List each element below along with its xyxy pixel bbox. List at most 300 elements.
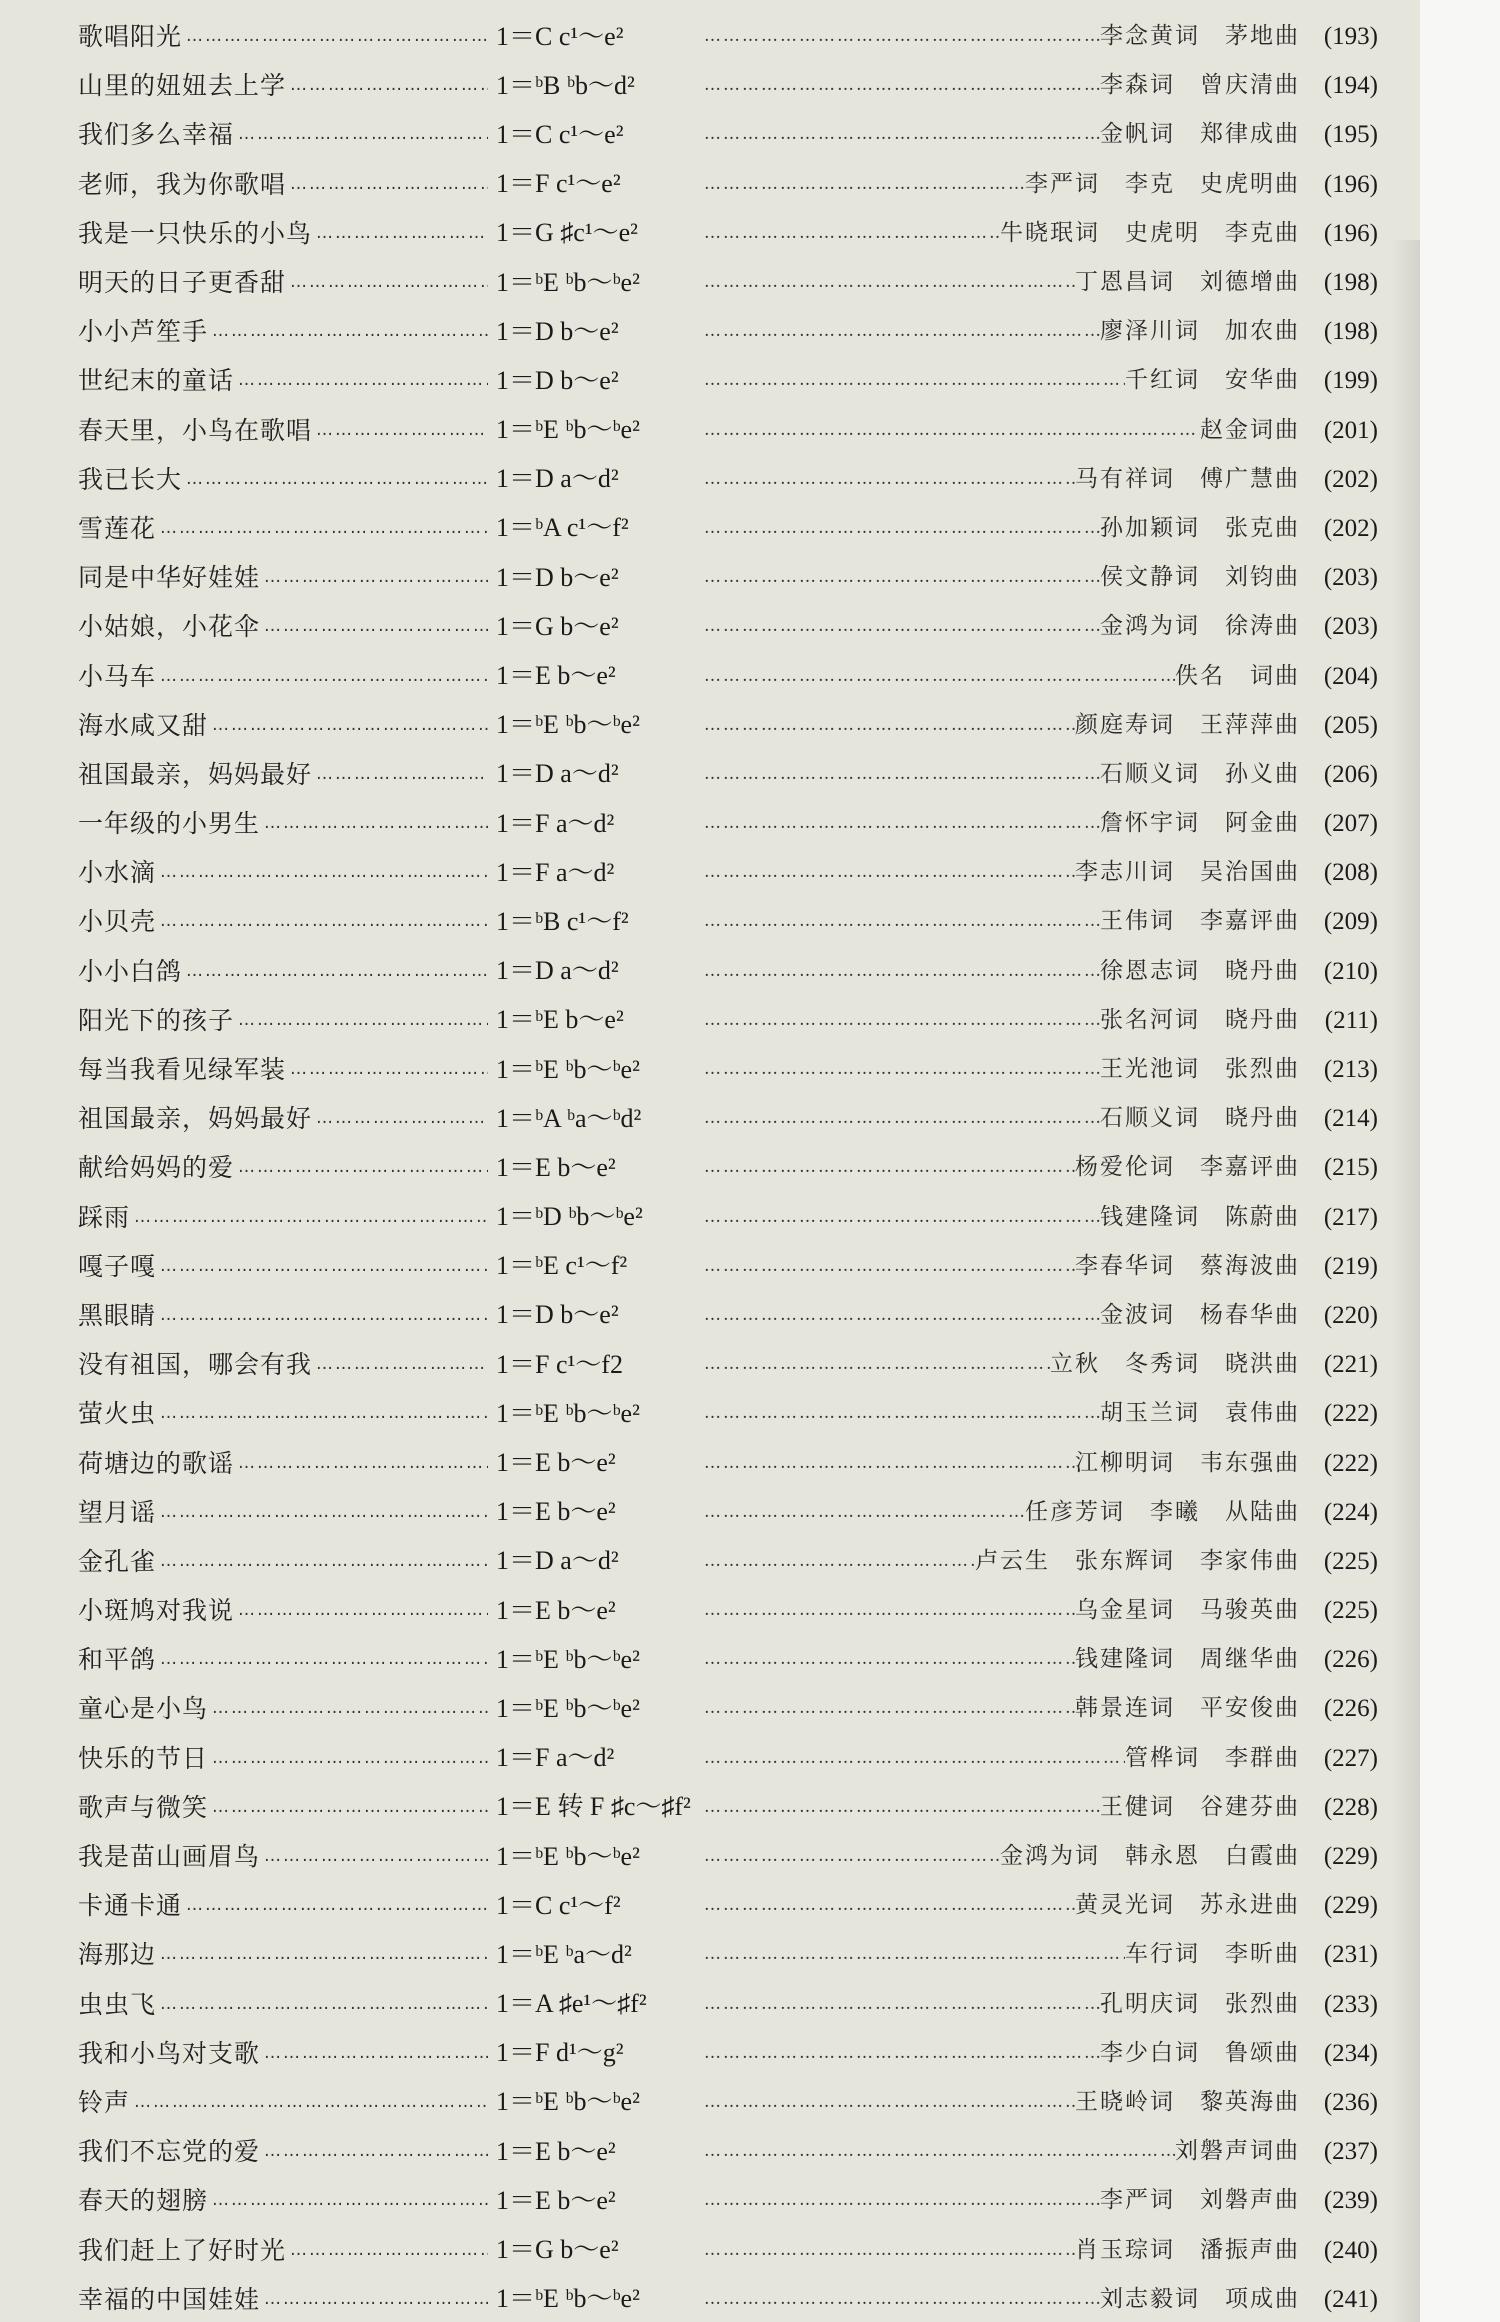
- key-signature: 1＝D a～d²: [496, 1546, 619, 1576]
- leader-dots: [316, 1110, 488, 1127]
- credits: 胡玉兰词 袁伟曲: [1100, 1400, 1300, 1427]
- credits-cell: [698, 1057, 1378, 1082]
- toc-entry[interactable]: [78, 1094, 1378, 1143]
- key-signature: 1＝E b～e²: [496, 1448, 616, 1478]
- leader-dots: [186, 471, 488, 488]
- leader-dots: [316, 766, 488, 783]
- page-number: (193): [1323, 23, 1378, 51]
- toc-entry[interactable]: [78, 750, 1378, 799]
- credits-cell: [698, 319, 1378, 344]
- credits-cell: [698, 1352, 1378, 1377]
- toc-entry[interactable]: [78, 602, 1378, 651]
- page-number: (196): [1323, 170, 1378, 198]
- toc-entry[interactable]: [78, 1734, 1378, 1783]
- leader-dots: [264, 2291, 488, 2308]
- credits-cell: [698, 1992, 1378, 2017]
- toc-entry[interactable]: [78, 61, 1378, 110]
- toc-entry[interactable]: [78, 110, 1378, 159]
- song-title-cell: [78, 1055, 488, 1085]
- leader-dots: [238, 1602, 488, 1619]
- credits: 车行词 李昕曲: [1125, 1941, 1300, 1968]
- credits: 王健词 谷建芬曲: [1100, 1793, 1300, 1820]
- leader-dots: [134, 1209, 488, 1226]
- leader-dots: [698, 864, 1075, 881]
- toc-entry[interactable]: [78, 1684, 1378, 1733]
- song-title-cell: [78, 22, 488, 52]
- toc-entry[interactable]: [78, 1193, 1378, 1242]
- leader-dots: [698, 1700, 1075, 1717]
- song-title: 黑眼睛: [78, 1300, 157, 1330]
- song-title-cell: [78, 120, 488, 150]
- credits-cell: [698, 1942, 1378, 1967]
- page-number: (207): [1323, 810, 1378, 838]
- credits: 黄灵光词 苏永进曲: [1075, 1892, 1300, 1919]
- key-signature: 1＝ᵇE c¹～f²: [496, 1251, 628, 1281]
- key-signature: 1＝ᵇE ᵇb～ᵇe²: [496, 2284, 640, 2314]
- song-title-cell: [78, 513, 488, 543]
- page-number: (199): [1323, 367, 1378, 395]
- toc-entry[interactable]: [78, 1586, 1378, 1635]
- credits: 金帆词 郑律成曲: [1100, 121, 1300, 148]
- song-title-cell: [78, 464, 488, 494]
- toc-entry[interactable]: [78, 2275, 1378, 2322]
- leader-dots: [698, 1455, 1075, 1472]
- song-title-cell: [78, 2087, 488, 2117]
- toc-entry[interactable]: [78, 2029, 1378, 2078]
- toc-entry[interactable]: [78, 2078, 1378, 2127]
- credits-cell: [698, 1401, 1378, 1426]
- page-number: (208): [1323, 859, 1378, 887]
- credits: 牛晓珉词 史虎明 李克曲: [1000, 219, 1300, 246]
- toc-entry[interactable]: [78, 1980, 1378, 2029]
- song-title: 阳光下的孩子: [78, 1005, 235, 1035]
- toc-entry[interactable]: [78, 1143, 1378, 1192]
- leader-dots: [160, 1504, 488, 1521]
- song-title: 我们赶上了好时光: [78, 2235, 287, 2265]
- leader-dots: [238, 1012, 488, 1029]
- leader-dots: [698, 668, 1175, 685]
- leader-dots: [698, 1012, 1100, 1029]
- leader-dots: [698, 963, 1100, 980]
- leader-dots: [186, 28, 488, 45]
- credits-cell: [698, 1500, 1378, 1525]
- credits-cell: [698, 1696, 1378, 1721]
- page-number: (222): [1323, 1400, 1378, 1428]
- credits-cell: [698, 909, 1378, 934]
- credits: 马有祥词 傅广慧曲: [1075, 465, 1300, 492]
- credits-cell: [698, 1647, 1378, 1672]
- page-number: (201): [1323, 416, 1378, 444]
- credits: 杨爱伦词 李嘉评曲: [1075, 1154, 1300, 1181]
- credits-cell: [698, 1451, 1378, 1476]
- leader-dots: [160, 1946, 488, 1963]
- credits-cell: [698, 1746, 1378, 1771]
- credits: 李森词 曾庆清曲: [1100, 72, 1300, 99]
- leader-dots: [698, 1996, 1100, 2013]
- song-title: 小马车: [78, 661, 157, 691]
- song-title-cell: [78, 907, 488, 937]
- credits-cell: [698, 368, 1378, 393]
- page-number: (233): [1323, 1990, 1378, 2018]
- page-number: (195): [1323, 121, 1378, 149]
- page-number: (225): [1323, 1597, 1378, 1625]
- credits: 管桦词 李群曲: [1125, 1744, 1300, 1771]
- credits: 金波词 杨春华曲: [1100, 1301, 1300, 1328]
- credits: 肖玉琮词 潘振声曲: [1075, 2236, 1300, 2263]
- song-title-cell: [78, 1153, 488, 1183]
- page-number: (198): [1323, 318, 1378, 346]
- page-number: (215): [1323, 1154, 1378, 1182]
- key-signature: 1＝E b～e²: [496, 1152, 616, 1182]
- credits-cell: [698, 221, 1378, 246]
- leader-dots: [264, 2143, 488, 2160]
- page-number: (209): [1323, 908, 1378, 936]
- song-title-cell: [78, 2284, 488, 2314]
- key-signature: 1＝ᵇE ᵇb～ᵇe²: [496, 2087, 640, 2117]
- credits: 王晓岭词 黎英海曲: [1075, 2088, 1300, 2115]
- page-number: (205): [1323, 711, 1378, 739]
- leader-dots: [160, 1307, 488, 1324]
- credits-cell: [698, 1598, 1378, 1623]
- song-title-cell: [78, 2235, 488, 2265]
- song-title: 海那边: [78, 1940, 157, 1970]
- leader-dots: [698, 717, 1075, 734]
- song-title-cell: [78, 1202, 488, 1232]
- page-number: (241): [1323, 2285, 1378, 2313]
- song-title: 世纪末的童话: [78, 366, 235, 396]
- page-number: (227): [1323, 1744, 1378, 1772]
- song-title: 金孔雀: [78, 1546, 157, 1576]
- toc-entry[interactable]: [78, 406, 1378, 455]
- toc-entry[interactable]: [78, 2127, 1378, 2176]
- leader-dots: [698, 1159, 1075, 1176]
- toc-entry[interactable]: [78, 848, 1378, 897]
- leader-dots: [290, 1061, 488, 1078]
- toc-entry[interactable]: [78, 209, 1378, 258]
- credits: 李严词 刘磐声曲: [1100, 2187, 1300, 2214]
- leader-dots: [290, 2242, 488, 2259]
- leader-dots: [264, 569, 488, 586]
- leader-dots: [212, 2192, 488, 2209]
- leader-dots: [698, 2192, 1100, 2209]
- credits-cell: [698, 516, 1378, 541]
- toc-entry[interactable]: [78, 897, 1378, 946]
- credits-cell: [698, 418, 1378, 443]
- key-signature: 1＝E b～e²: [496, 661, 616, 691]
- key-signature: 1＝C c¹～e²: [496, 119, 624, 149]
- song-title: 和平鸽: [78, 1645, 157, 1675]
- credits: 金鸿为词 韩永恩 白霞曲: [1000, 1843, 1300, 1870]
- song-title: 荷塘边的歌谣: [78, 1448, 235, 1478]
- credits-cell: [698, 122, 1378, 147]
- toc-entry[interactable]: [78, 1488, 1378, 1537]
- song-title-cell: [78, 1251, 488, 1281]
- leader-dots: [212, 1799, 488, 1816]
- credits: 王光池词 张烈曲: [1100, 1056, 1300, 1083]
- credits-cell: [698, 2188, 1378, 2213]
- song-title: 没有祖国，哪会有我: [78, 1350, 313, 1380]
- leader-dots: [698, 2094, 1075, 2111]
- credits-cell: [698, 1008, 1378, 1033]
- credits: 廖泽川词 加农曲: [1100, 318, 1300, 345]
- toc-entry[interactable]: [78, 12, 1378, 61]
- credits: 石顺义词 孙义曲: [1100, 760, 1300, 787]
- credits-cell: [698, 2041, 1378, 2066]
- toc-entry[interactable]: [78, 356, 1378, 405]
- song-title: 每当我看见绿军装: [78, 1055, 287, 1085]
- page-edge-shadow: [1390, 240, 1420, 2322]
- leader-dots: [698, 323, 1100, 340]
- credits: 钱建隆词 陈蔚曲: [1100, 1203, 1300, 1230]
- toc-entry[interactable]: [78, 1340, 1378, 1389]
- key-signature: 1＝F a～d²: [496, 808, 615, 838]
- song-title: 小姑娘，小花伞: [78, 612, 261, 642]
- toc-entry[interactable]: [78, 947, 1378, 996]
- key-signature: 1＝ᵇE ᵇb～ᵇe²: [496, 1644, 640, 1674]
- toc-entry[interactable]: [78, 996, 1378, 1045]
- toc-entry[interactable]: [78, 160, 1378, 209]
- toc-entry[interactable]: [78, 1242, 1378, 1291]
- credits-cell: [698, 2287, 1378, 2312]
- leader-dots: [698, 1307, 1100, 1324]
- key-signature: 1＝F c¹～f2: [496, 1349, 623, 1379]
- song-title-cell: [78, 1792, 488, 1822]
- credits-cell: [698, 614, 1378, 639]
- toc-entry[interactable]: [78, 799, 1378, 848]
- leader-dots: [212, 717, 488, 734]
- credits: 卢云生 张东辉词 李家伟曲: [975, 1547, 1300, 1574]
- leader-dots: [698, 274, 1075, 291]
- key-signature: 1＝D a～d²: [496, 464, 619, 494]
- page-number: (214): [1323, 1105, 1378, 1133]
- song-title: 踩雨: [78, 1202, 131, 1232]
- credits: 钱建隆词 周继华曲: [1075, 1646, 1300, 1673]
- leader-dots: [698, 1602, 1075, 1619]
- song-title: 快乐的节日: [78, 1743, 209, 1773]
- song-title: 明天的日子更香甜: [78, 268, 287, 298]
- key-signature: 1＝ᵇA c¹～f²: [496, 513, 629, 543]
- song-title: 我和小鸟对支歌: [78, 2038, 261, 2068]
- page-number: (226): [1323, 1695, 1378, 1723]
- song-title: 小斑鸠对我说: [78, 1596, 235, 1626]
- leader-dots: [160, 520, 488, 537]
- toc-entry[interactable]: [78, 1635, 1378, 1684]
- key-signature: 1＝ᵇE ᵇb～ᵇe²: [496, 1841, 640, 1871]
- toc-entry[interactable]: [78, 1389, 1378, 1438]
- page-number: (210): [1323, 957, 1378, 985]
- page-number: (220): [1323, 1301, 1378, 1329]
- leader-dots: [698, 1750, 1125, 1767]
- leader-dots: [160, 1651, 488, 1668]
- leader-dots: [698, 1209, 1100, 1226]
- leader-dots: [186, 963, 488, 980]
- leader-dots: [698, 28, 1100, 45]
- page-number: (240): [1323, 2236, 1378, 2264]
- song-title: 雪莲花: [78, 513, 157, 543]
- song-title-cell: [78, 1694, 488, 1724]
- leader-dots: [698, 618, 1100, 635]
- credits-cell: [698, 1795, 1378, 1820]
- key-signature: 1＝ᵇE ᵇb～ᵇe²: [496, 415, 640, 445]
- toc-entry[interactable]: [78, 651, 1378, 700]
- song-title: 春天里，小鸟在歌唱: [78, 415, 313, 445]
- leader-dots: [698, 766, 1100, 783]
- credits: 韩景连词 平安俊曲: [1075, 1695, 1300, 1722]
- leader-dots: [698, 1258, 1075, 1275]
- song-title-cell: [78, 1645, 488, 1675]
- leader-dots: [698, 1946, 1125, 1963]
- leader-dots: [238, 1159, 488, 1176]
- song-title: 虫虫飞: [78, 1989, 157, 2019]
- toc-entry[interactable]: [78, 553, 1378, 602]
- credits-cell: [698, 2139, 1378, 2164]
- song-title: 海水咸又甜: [78, 710, 209, 740]
- leader-dots: [698, 1897, 1075, 1914]
- key-signature: 1＝ᵇD ᵇb～ᵇe²: [496, 1202, 643, 1232]
- leader-dots: [698, 1356, 1050, 1373]
- song-title-cell: [78, 956, 488, 986]
- song-title: 一年级的小男生: [78, 809, 261, 839]
- toc-entry[interactable]: [78, 1045, 1378, 1094]
- song-title-cell: [78, 661, 488, 691]
- toc-entry[interactable]: [78, 2225, 1378, 2274]
- credits: 颜庭寿词 王萍萍曲: [1075, 711, 1300, 738]
- leader-dots: [698, 225, 1000, 242]
- song-title: 我们不忘党的爱: [78, 2137, 261, 2167]
- toc-entry[interactable]: [78, 1537, 1378, 1586]
- key-signature: 1＝E b～e²: [496, 2185, 616, 2215]
- credits-cell: [698, 664, 1378, 689]
- key-signature: 1＝F a～d²: [496, 1743, 615, 1773]
- page-number: (217): [1323, 1203, 1378, 1231]
- page-number: (204): [1323, 662, 1378, 690]
- toc-entry[interactable]: [78, 455, 1378, 504]
- leader-dots: [238, 372, 488, 389]
- leader-dots: [290, 176, 488, 193]
- credits-cell: [698, 1106, 1378, 1131]
- page-number: (196): [1323, 219, 1378, 247]
- toc-entry[interactable]: [78, 701, 1378, 750]
- key-signature: 1＝G b～e²: [496, 611, 619, 641]
- key-signature: 1＝ᵇE ᵇb～ᵇe²: [496, 1398, 640, 1428]
- page-number: (224): [1323, 1498, 1378, 1526]
- credits: 徐恩志词 晓丹曲: [1100, 957, 1300, 984]
- credits: 刘磐声词曲: [1175, 2138, 1300, 2165]
- credits: 赵金词曲: [1200, 416, 1300, 443]
- song-title: 小水滴: [78, 858, 157, 888]
- toc-entry[interactable]: [78, 258, 1378, 307]
- song-title: 童心是小鸟: [78, 1694, 209, 1724]
- song-title: 铃声: [78, 2087, 131, 2117]
- leader-dots: [698, 422, 1200, 439]
- toc-entry[interactable]: [78, 1832, 1378, 1881]
- leader-dots: [698, 1061, 1100, 1078]
- credits: 詹怀宇词 阿金曲: [1100, 810, 1300, 837]
- song-title: 祖国最亲，妈妈最好: [78, 759, 313, 789]
- song-title-cell: [78, 1350, 488, 1380]
- leader-dots: [290, 77, 488, 94]
- toc-entry[interactable]: [78, 307, 1378, 356]
- song-title-cell: [78, 366, 488, 396]
- leader-dots: [698, 520, 1100, 537]
- page-number: (203): [1323, 564, 1378, 592]
- leader-dots: [160, 1996, 488, 2013]
- page-number: (206): [1323, 760, 1378, 788]
- page-number: (194): [1323, 72, 1378, 100]
- toc-entry[interactable]: [78, 1930, 1378, 1979]
- song-title-cell: [78, 1104, 488, 1134]
- song-title: 春天的翅膀: [78, 2186, 209, 2216]
- song-title: 老师，我为你歌唱: [78, 169, 287, 199]
- leader-dots: [698, 2143, 1175, 2160]
- leader-dots: [134, 2094, 488, 2111]
- credits: 张名河词 晓丹曲: [1100, 1006, 1300, 1033]
- song-title-cell: [78, 612, 488, 642]
- credits: 石顺义词 晓丹曲: [1100, 1105, 1300, 1132]
- leader-dots: [698, 1799, 1100, 1816]
- page-number: (231): [1323, 1941, 1378, 1969]
- credits: 李少白词 鲁颂曲: [1100, 2039, 1300, 2066]
- credits-cell: [698, 811, 1378, 836]
- leader-dots: [698, 1110, 1100, 1127]
- leader-dots: [238, 126, 488, 143]
- toc-entry[interactable]: [78, 2176, 1378, 2225]
- page-number: (237): [1323, 2138, 1378, 2166]
- credits: 李严词 李克 史虎明曲: [1025, 170, 1300, 197]
- page-number: (222): [1323, 1449, 1378, 1477]
- credits-cell: [698, 1254, 1378, 1279]
- toc-entry[interactable]: [78, 1291, 1378, 1340]
- song-title-cell: [78, 2137, 488, 2167]
- song-title-cell: [78, 710, 488, 740]
- key-signature: 1＝F a～d²: [496, 857, 615, 887]
- leader-dots: [698, 2242, 1075, 2259]
- song-title: 卡通卡通: [78, 1891, 183, 1921]
- credits-cell: [698, 1844, 1378, 1869]
- toc-entry[interactable]: [78, 1783, 1378, 1832]
- leader-dots: [264, 618, 488, 635]
- song-title: 山里的妞妞去上学: [78, 71, 287, 101]
- song-title: 歌声与微笑: [78, 1792, 209, 1822]
- credits-cell: [698, 1893, 1378, 1918]
- page-number: (239): [1323, 2187, 1378, 2215]
- key-signature: 1＝G ♯c¹～e²: [496, 218, 638, 248]
- song-title-cell: [78, 1891, 488, 1921]
- page-number: (203): [1323, 613, 1378, 641]
- key-signature: 1＝D b～e²: [496, 365, 619, 395]
- leader-dots: [698, 569, 1100, 586]
- page-number: (211): [1324, 1006, 1378, 1034]
- song-title: 小小白鸽: [78, 956, 183, 986]
- page-number: (229): [1323, 1843, 1378, 1871]
- credits-cell: [698, 1303, 1378, 1328]
- credits-cell: [698, 959, 1378, 984]
- leader-dots: [698, 815, 1100, 832]
- page-number: (221): [1323, 1351, 1378, 1379]
- toc-entry[interactable]: [78, 1438, 1378, 1487]
- key-signature: 1＝E b～e²: [496, 1595, 616, 1625]
- song-title-cell: [78, 1497, 488, 1527]
- page-number: (228): [1323, 1793, 1378, 1821]
- leader-dots: [264, 815, 488, 832]
- key-signature: 1＝ᵇB c¹～f²: [496, 906, 629, 936]
- toc-entry[interactable]: [78, 1881, 1378, 1930]
- leader-dots: [186, 1897, 488, 1914]
- song-title: 我们多么幸福: [78, 120, 235, 150]
- credits: 李念黄词 茅地曲: [1100, 23, 1300, 50]
- toc-entry[interactable]: [78, 504, 1378, 553]
- leader-dots: [212, 1750, 488, 1767]
